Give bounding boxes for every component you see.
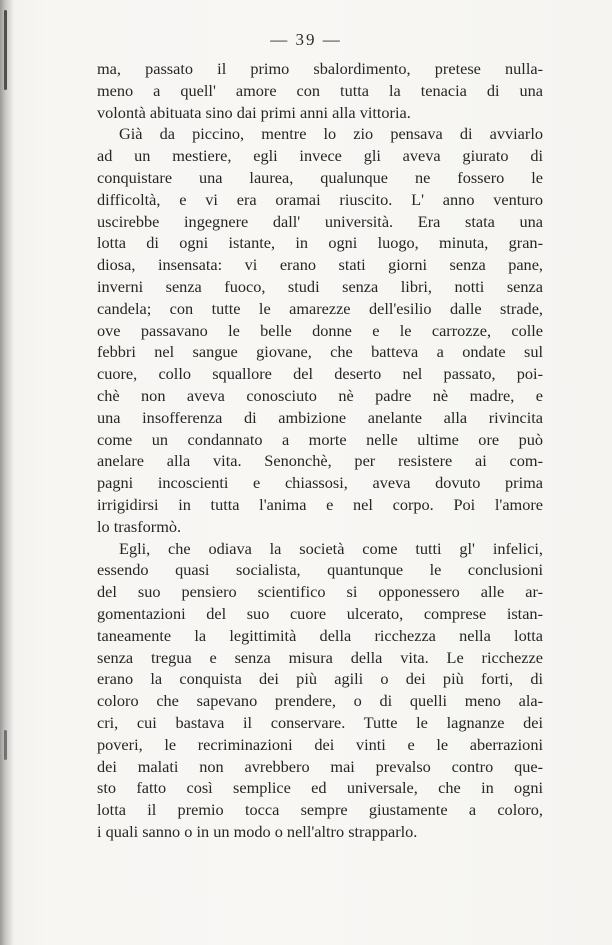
text-line: ove passavano le belle donne e le carrozze, colle bbox=[97, 320, 543, 340]
text-line: ad un mestiere, egli invece gli aveva giurato di bbox=[97, 146, 543, 166]
text-line: erano la conquista dei più agili o dei più forti, di bbox=[97, 669, 543, 689]
text-line: conquistare una laurea, qualunque ne fossero le bbox=[97, 167, 543, 187]
text-line: ma, passato il primo sbalordimento, pretese nulla- bbox=[97, 59, 543, 78]
text-line: volontà abituata sino dai primi anni alla vittoria. bbox=[97, 102, 411, 122]
text-line: difficoltà, e vi era oramai riuscito. L' anno venturo bbox=[97, 189, 543, 209]
text-line: Egli, che odiava la società come tutti gl' infelici, bbox=[119, 538, 543, 558]
text-line: gomentazioni del suo cuore ulcerato, comprese istan- bbox=[97, 603, 543, 623]
paragraph-2 bbox=[97, 123, 543, 537]
text-line: i quali sanno o in un modo o nell'altro strapparlo. bbox=[97, 821, 418, 841]
text-line: febbri nel sangue giovane, che batteva a ondate sul bbox=[97, 342, 543, 362]
edge-mark-bottom bbox=[4, 730, 7, 760]
text-line: candela; con tutte le amarezze dell'esilio dalle strade, bbox=[97, 298, 543, 318]
page-number: — 39 — bbox=[270, 30, 342, 49]
text-line: poveri, le recriminazioni dei vinti e le aberrazioni bbox=[97, 734, 543, 754]
text-line: chè non aveva conosciuto nè padre nè madre, e bbox=[97, 385, 543, 405]
text-line: lotta il premio tocca sempre giustamente a coloro, bbox=[97, 800, 543, 820]
text-line: Già da piccino, mentre lo zio pensava di avviarlo bbox=[119, 124, 543, 144]
text-line: pagni incoscienti e chiassosi, aveva dovuto prima bbox=[97, 473, 543, 493]
text-line: cri, cui bastava il conservare. Tutte le lagnanze dei bbox=[97, 712, 543, 732]
text-line: una insofferenza di ambizione anelante alla rivincita bbox=[97, 407, 543, 427]
text-line: anelare alla vita. Senonchè, per resistere ai com- bbox=[97, 451, 543, 471]
text-line: lo trasformò. bbox=[97, 516, 182, 536]
text-line: cuore, collo squallore del deserto nel passato, poi- bbox=[97, 364, 543, 384]
text-line: diosa, insensata: vi erano stati giorni senza pane, bbox=[97, 255, 543, 275]
paragraph-1 bbox=[97, 58, 543, 123]
body-text bbox=[97, 58, 543, 843]
text-line: taneamente la legittimità della ricchezza nella lotta bbox=[97, 625, 543, 645]
binding-shadow bbox=[0, 0, 14, 945]
paragraph-3 bbox=[97, 538, 543, 843]
text-line: coloro che sapevano prendere, o di quelli meno ala- bbox=[97, 691, 543, 711]
text-line: del suo pensiero scientifico si opponessero alle ar- bbox=[97, 582, 543, 602]
text-line: sto fatto così semplice ed universale, che in ogni bbox=[97, 778, 543, 798]
text-line: uscirebbe ingegnere dall' università. Era stata una bbox=[97, 211, 543, 231]
text-line: irrigidirsi in tutta l'anima e nel corpo. Poi l'amore bbox=[97, 494, 543, 514]
edge-mark-top bbox=[4, 10, 7, 90]
text-line: essendo quasi socialista, quantunque le conclusioni bbox=[97, 560, 543, 580]
text-line: inverni senza fuoco, studi senza libri, notti senza bbox=[97, 276, 543, 296]
text-line: lotta di ogni istante, in ogni luogo, minuta, gran- bbox=[97, 233, 543, 253]
text-line: come un condannato a morte nelle ultime ore può bbox=[97, 429, 543, 449]
text-line: meno a quell' amore con tutta la tenacia di una bbox=[97, 80, 543, 100]
text-line: dei malati non avrebbero mai prevalso contro que- bbox=[97, 756, 543, 776]
text-line: senza tregua e senza misura della vita. Le ricchezze bbox=[97, 647, 543, 667]
